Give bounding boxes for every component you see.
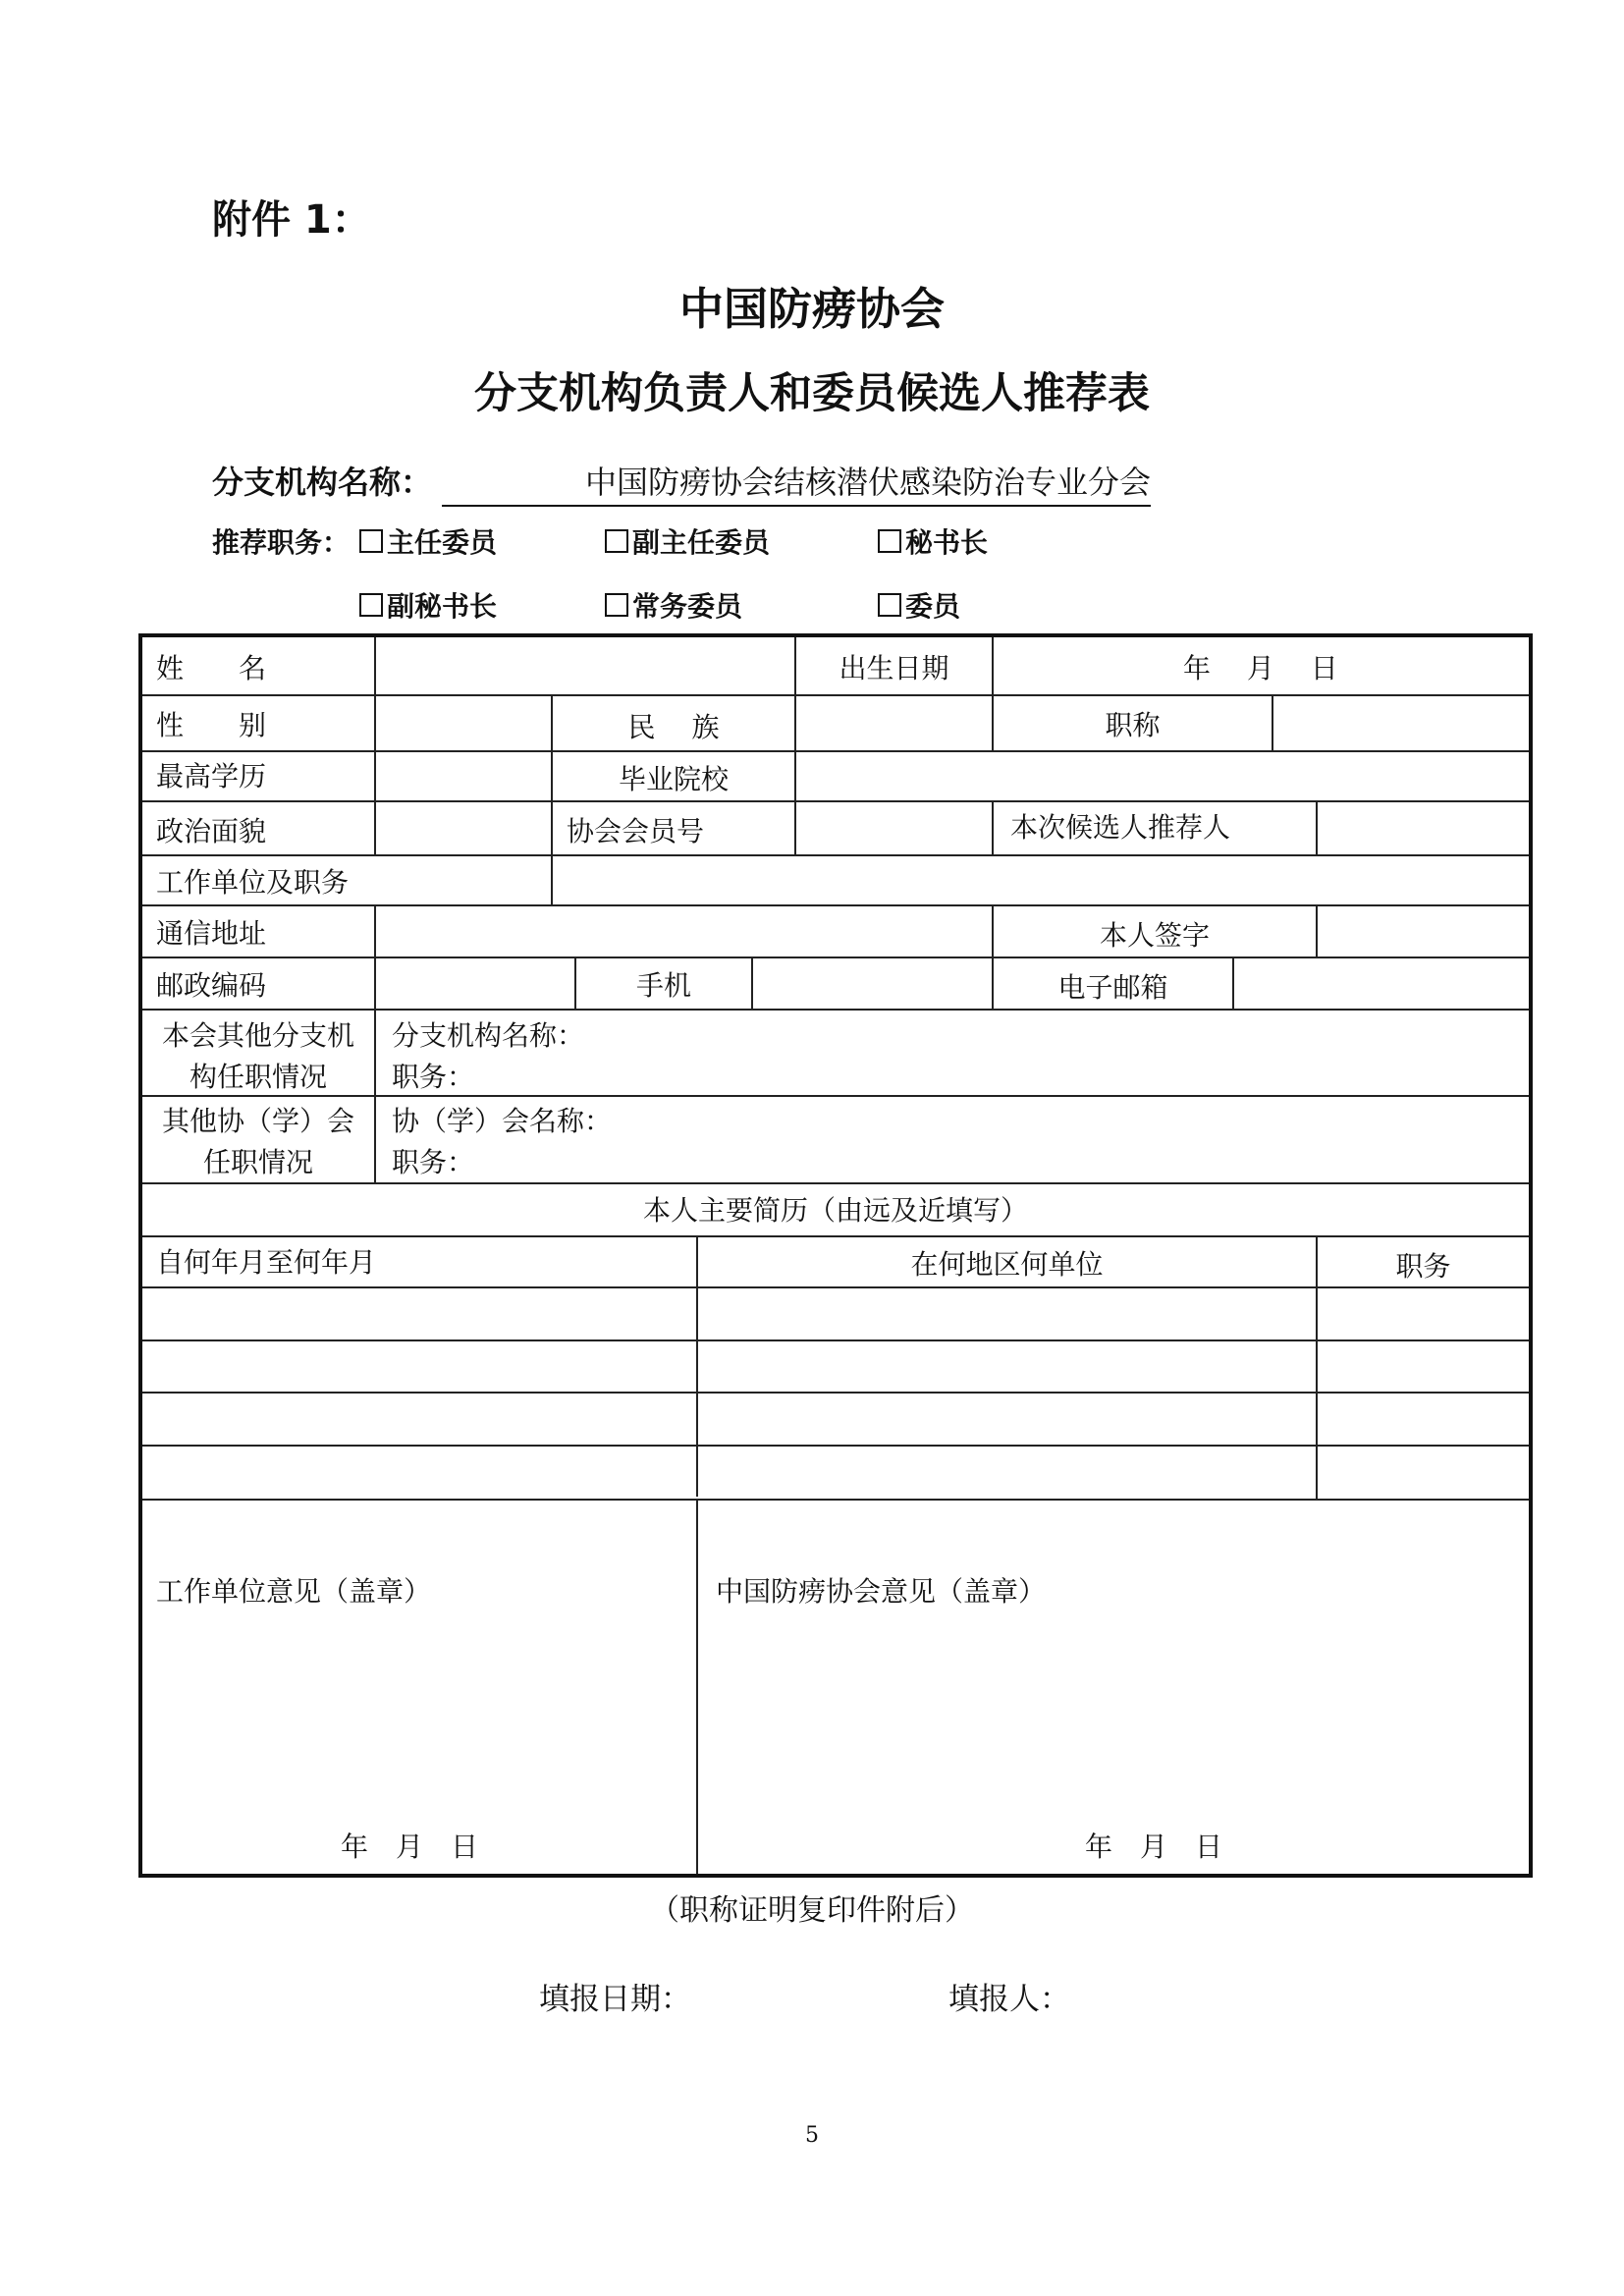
- col-divider: [374, 694, 376, 750]
- col-divider: [374, 637, 376, 694]
- checkbox-icon: [605, 529, 628, 553]
- col-divider: [751, 957, 753, 1009]
- birth-date-ymd: 年 月 日: [1183, 652, 1338, 684]
- col-divider: [992, 637, 994, 694]
- col-divider: [374, 904, 376, 957]
- label-gender: 性 别: [156, 709, 267, 741]
- form-title: 分支机构负责人和委员候选人推荐表: [474, 369, 1150, 418]
- checkbox-icon: [359, 593, 383, 617]
- duty-field-label: 职务：: [392, 1061, 475, 1093]
- row-divider: [142, 1286, 1529, 1288]
- page-number: 5: [805, 2123, 819, 2148]
- row-divider: [142, 1392, 1529, 1394]
- row-divider: [142, 694, 1529, 696]
- title-proof-note: （职称证明复印件附后）: [650, 1893, 974, 1928]
- col-divider: [794, 694, 796, 750]
- option-standing-member[interactable]: [605, 585, 742, 625]
- col-divider: [794, 800, 796, 854]
- option-label: 副主任委员: [632, 526, 771, 559]
- other-assoc-line2: 任职情况: [202, 1146, 313, 1178]
- label-school: 毕业院校: [618, 763, 729, 795]
- option-label: 秘书长: [905, 526, 989, 559]
- col-divider: [696, 1499, 698, 1874]
- recommend-label: 推荐职务：: [212, 526, 351, 559]
- option-label: 副秘书长: [387, 590, 498, 623]
- checkbox-icon: [878, 593, 901, 617]
- option-label: 主任委员: [387, 526, 498, 559]
- col-divider: [1316, 800, 1318, 854]
- col-divider: [374, 957, 376, 1009]
- branch-name-label: 分支机构名称：: [212, 464, 433, 501]
- assoc-name-field-label: 协（学）会名称：: [392, 1105, 613, 1137]
- label-signature: 本人签字: [1099, 919, 1210, 952]
- label-other-association: [142, 1101, 374, 1183]
- label-education: 最高学历: [156, 760, 267, 793]
- other-assoc-line1: 其他协（学）会: [161, 1105, 354, 1137]
- duty-field-label-2: 职务：: [392, 1146, 475, 1178]
- label-recommender: 本次候选人推荐人: [1010, 811, 1231, 844]
- col-divider: [374, 1009, 376, 1182]
- recommendation-form-table: [138, 633, 1533, 1878]
- assoc-opinion-label: 中国防痨协会意见（盖章）: [716, 1575, 1047, 1608]
- unit-opinion-date: 年 月 日: [341, 1831, 479, 1863]
- resume-col-period: 自何年月至何年月: [156, 1246, 377, 1279]
- col-divider: [374, 750, 376, 800]
- label-birth-date: 出生日期: [839, 652, 949, 684]
- label-address: 通信地址: [156, 917, 267, 950]
- col-divider: [1272, 694, 1273, 750]
- option-chair[interactable]: [359, 521, 497, 561]
- row-divider: [142, 1235, 1529, 1237]
- col-divider: [1232, 957, 1234, 1009]
- label-other-branch: [142, 1015, 374, 1098]
- label-work-unit: 工作单位及职务: [156, 866, 350, 899]
- option-secretary-general[interactable]: [878, 521, 988, 561]
- option-label: 委员: [905, 590, 961, 623]
- other-branch-line1: 本会其他分支机: [161, 1019, 354, 1052]
- col-divider: [551, 800, 553, 854]
- row-divider: [142, 1445, 1529, 1447]
- row-divider: [142, 1339, 1529, 1341]
- other-branch-fields: [392, 1015, 584, 1098]
- other-assoc-fields: [392, 1101, 612, 1183]
- branch-name-field-label: 分支机构名称：: [392, 1019, 585, 1052]
- label-email: 电子邮箱: [1057, 971, 1168, 1004]
- row-divider: [142, 957, 1529, 958]
- label-postcode: 邮政编码: [156, 969, 267, 1002]
- row-divider: [142, 750, 1529, 752]
- resume-title: 本人主要简历（由远及近填写）: [642, 1194, 1028, 1227]
- label-politics: 政治面貌: [156, 815, 267, 847]
- option-vice-chair[interactable]: [605, 521, 770, 561]
- checkbox-icon: [359, 529, 383, 553]
- col-divider: [1316, 904, 1318, 957]
- label-member-no: 协会会员号: [567, 815, 705, 847]
- label-mobile: 手机: [635, 969, 691, 1002]
- assoc-opinion-date: 年 月 日: [1085, 1831, 1223, 1863]
- attachment-label: 附件 1：: [212, 197, 371, 243]
- option-label: 常务委员: [632, 590, 743, 623]
- option-deputy-secretary[interactable]: [359, 585, 497, 625]
- fill-person-label: 填报人：: [948, 1982, 1070, 2017]
- resume-col-place: 在何地区何单位: [910, 1248, 1104, 1281]
- org-title: 中国防痨协会: [678, 283, 945, 335]
- other-branch-line2: 构任职情况: [189, 1061, 327, 1093]
- resume-col-duty: 职务: [1395, 1250, 1451, 1283]
- unit-opinion-label: 工作单位意见（盖章）: [156, 1575, 432, 1608]
- label-title: 职称: [1105, 709, 1161, 741]
- row-divider: [142, 800, 1529, 802]
- fill-date-label: 填报日期：: [539, 1982, 691, 2017]
- checkbox-icon: [605, 593, 628, 617]
- checkbox-icon: [878, 529, 901, 553]
- label-ethnicity: 民 族: [627, 711, 720, 743]
- branch-name-value: 中国防痨协会结核潜伏感染防治专业分会: [442, 458, 1151, 507]
- option-member[interactable]: [878, 585, 960, 625]
- col-divider: [992, 800, 994, 854]
- col-divider: [794, 750, 796, 800]
- col-divider: [551, 854, 553, 904]
- row-divider: [142, 854, 1529, 856]
- col-divider: [374, 800, 376, 854]
- label-name: 姓 名: [156, 652, 267, 684]
- row-divider: [142, 1009, 1529, 1011]
- row-divider: [142, 904, 1529, 906]
- row-divider: [142, 1499, 1529, 1501]
